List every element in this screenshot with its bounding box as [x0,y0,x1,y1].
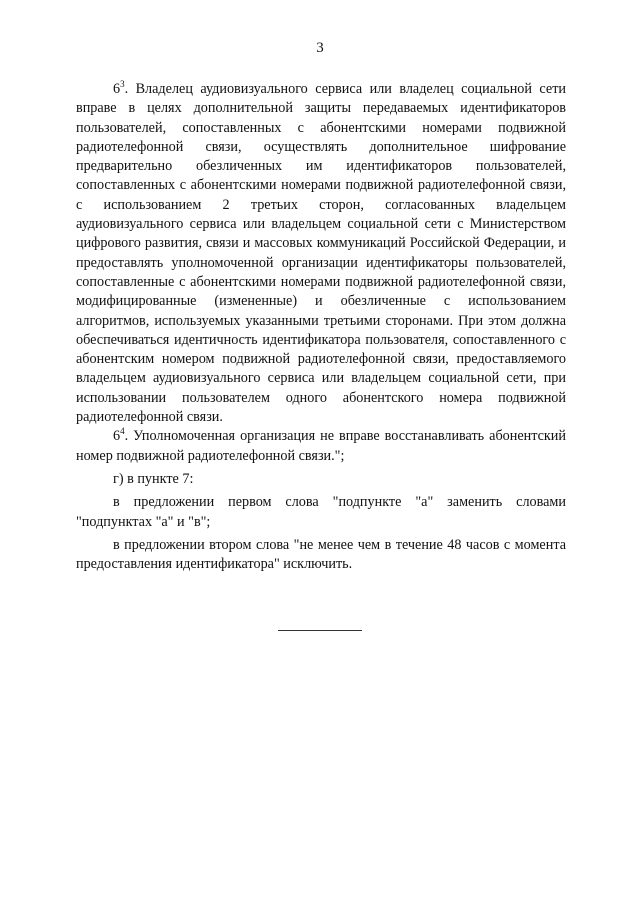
paragraph-label-superscript: 4 [120,426,125,437]
paragraph-label-superscript: 3 [120,79,125,89]
paragraph-label: 6 [113,81,121,97]
paragraph-text: . Уполномоченная организация не вправе восстанавливать абонентский номер подвижной радиотелефонной связи."; [76,428,566,464]
item-g: г) в пункте 7: [113,470,194,487]
paragraph-label: 6 [113,428,121,445]
end-divider-line [278,630,362,631]
paragraph-text: . Владелец аудиовизуального сервиса или владелец социальной сети вправе в целях дополнительной защиты передаваемых идентификаторов пользователей, сопоставленных с абонентскими номерами подвижной радиотелефонной связи, осуществлять дополнительное шифрование предварительно обезличенных им идентификаторов пользователей, сопоставленных с абонентскими номерами подвижной радиотелефонной связи, с использованием 2 третьих сторон, согласованных владельцем аудиовизуального сервиса или владельцем социальной сети с Министерством цифрового развития, связи и массовых коммуникаций Российской Федерации, и предоставлять уполномоченной организации идентификаторы пользователей, сопоставленные с абонентскими номерами подвижной радиотелефонной связи, модифицированные (измененные) и обезличенные с использованием алгоритмов, используемых указанными третьими сторонами. При этом должна обеспечиваться идентичность идентификатора пользователя, сопоставленного с абонентским номером подвижной радиотелефонной связи, предоставляемого владельцем аудиовизуального сервиса или владельцем социальной сети, при использовании пользователем одного абонентского номера подвижной радиотелефонной связи. [76,81,566,426]
document-body [76,80,566,574]
paragraph-6-4 [76,427,566,466]
amendment-first-sentence: в предложении первом слова "подпункте "а" заменить словами "подпунктах "а" и "в"; [76,494,566,530]
page-number: 3 [316,40,324,56]
paragraph-6-3 [76,80,566,427]
amendment-second-sentence: в предложении втором слова "не менее чем в течение 48 часов с момента предоставления идентификатора" исключить. [76,536,566,573]
